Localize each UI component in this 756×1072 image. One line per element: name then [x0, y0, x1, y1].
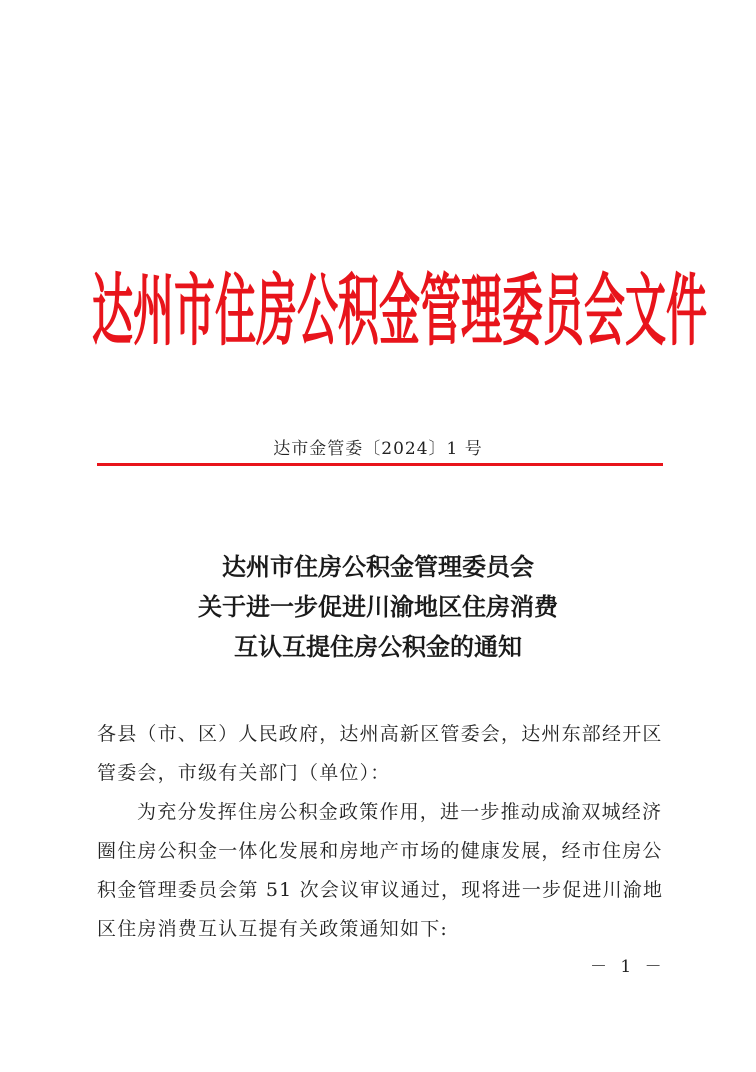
page-number: － 1 － [590, 957, 666, 977]
document-header-title: 达州市住房公积金管理委员会文件 [92, 265, 707, 357]
body-paragraph-1: 为充分发挥住房公积金政策作用，进一步推动成渝双城经济圈住房公积金一体化发展和房地产市场的健康发展，经市住房公积金管理委员会第 51 次会议审议通过，现将进一步促进川渝地区住房消费互认互提有关政策通知如下: [97, 801, 664, 940]
notice-title-line-1: 达州市住房公积金管理委员会 [222, 552, 534, 581]
salutation: 各县（市、区）人民政府，达州高新区管委会，达州东部经开区管委会，市级有关部门（单位）： [97, 723, 663, 784]
notice-title-line-3: 互认互提住房公积金的通知 [234, 632, 522, 661]
notice-title-line-2: 关于进一步促进川渝地区住房消费 [198, 592, 558, 621]
document-body [97, 715, 667, 949]
notice-title [0, 547, 756, 667]
document-number: 达市金管委〔2024〕1 号 [273, 439, 483, 459]
red-separator-line [97, 463, 663, 466]
